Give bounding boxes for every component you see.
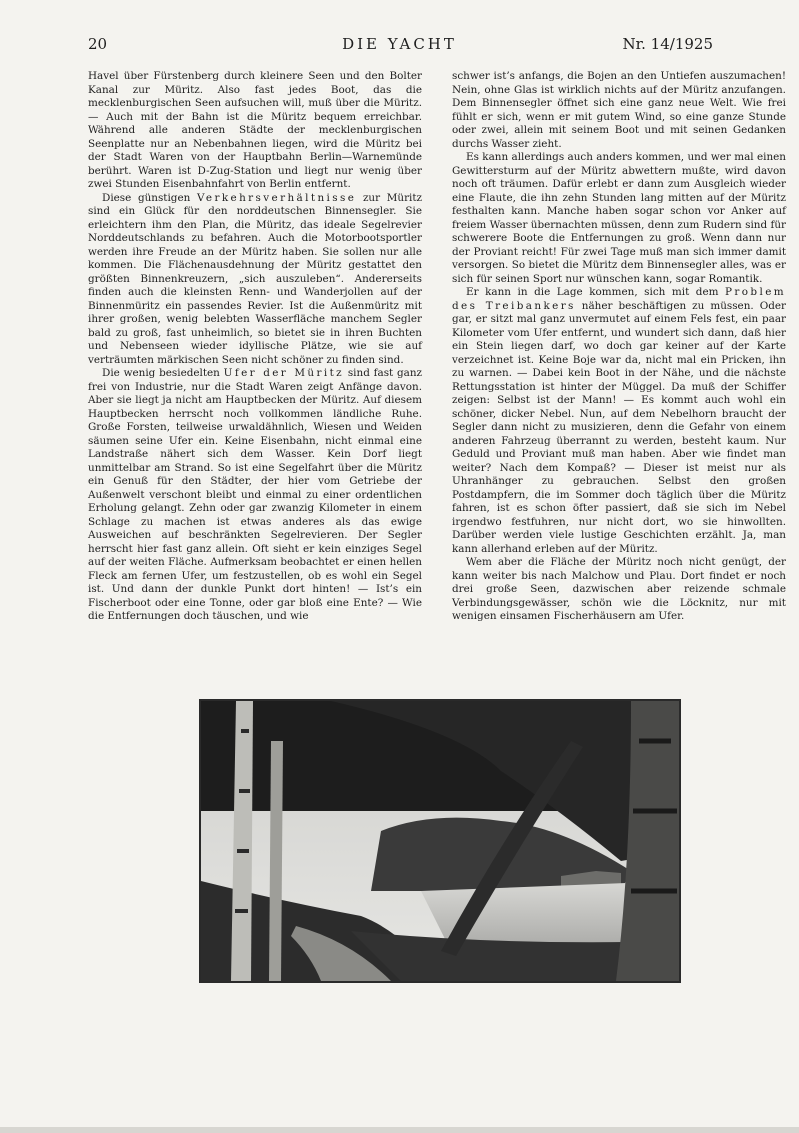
spaced-emphasis: Verkehrsverhältnisse bbox=[196, 191, 357, 204]
right-text-column bbox=[452, 70, 786, 624]
paragraph: Es kann allerdings auch anders kommen, und wer mal einen Gewittersturm auf der Müritz abwettern mußte, wird davon noch oft träumen. Dafür erlebt er dann zum Ausgleich wieder eine Flaute, die ihn zehn Stunden lang mitten auf der Müritz festhalten kann. Manche haben sogar schon vor Anker auf freiem Wasser übernachten müssen, denn zum Rudern sind für schwerere Boote die Entfernungen zu groß. Wenn dann nur der Proviant reicht! Für zwei Tage muß man sich immer damit versorgen. So bietet die Müritz dem Binnensegler alles, was er sich für seinen Sport nur wünschen kann, sogar Romantik. bbox=[452, 151, 786, 285]
scan-edge bbox=[0, 1127, 799, 1133]
spaced-emphasis: Ufer der Müritz bbox=[223, 367, 345, 379]
paragraph: schwer ist’s anfangs, die Bojen an den Untiefen auszumachen! Nein, ohne Glas ist wirklich nichts auf der Müritz anzufangen. Dem Binnensegler öffnet sich eine ganz neue Welt. Wie frei fühlt er sich, wenn er mit gutem Wind, so eine ganze Stunde oder zwei, allein mit seinem Boot und mit seinen Gedanken durchs Wasser zieht. bbox=[452, 70, 786, 150]
paragraph: Diese günstigen Verkehrsverhältnisse zur Müritz sind ein Glück für den norddeutschen Binnensegler. Sie erleichtern ihm den Plan, die Müritz, das ideale Segelrevier Norddeutschlands zu befahren. Auch die Motorbootsportler werden ihre Freude an der Müritz haben. Sie sollen nur alle kommen. Die Flächenausdehnung der Müritz gestattet den größten Binnenkreuzern, „sich auszuleben“. Andererseits finden auch die kleinsten Renn- und Wanderjollen auf der Binnenmüritz ein passendes Revier. Ist die Außenmüritz mit ihrer großen, wenig belebten Wasserfläche manchem Segler bald zu groß, fast unheimlich, so bietet sie in ihren Buchten und Nebenseen wieder idyllische Plätze, wie sie auf verträumten märkischen Seen nicht schöner zu finden sind. bbox=[88, 191, 423, 366]
lakeshore-photograph bbox=[199, 699, 681, 983]
left-text-column bbox=[88, 70, 422, 624]
page-number: 20 bbox=[88, 35, 108, 53]
issue-number: Nr. 14/1925 bbox=[622, 35, 713, 53]
paragraph: Die wenig besiedelten Ufer der Müritz sind fast ganz frei von Industrie, nur die Stadt Waren zeigt Anfänge davon. Aber sie liegt ja nicht am Hauptbecken der Müritz. Auf diesem Hauptbecken herrscht noch vollkommen ländliche Ruhe. Große Forsten, teilweise urwaldähnlich, Wiesen und Weiden säumen seine Ufer ein. Keine Eisenbahn, nicht einmal eine Landstraße nähert sich dem Wasser. Kein Dorf liegt unmittelbar am Strand. So ist eine Segelfahrt über die Müritz ein Genuß für den Städter, der hier vom Getriebe der Außenwelt verschont bleibt und einmal zu einer ordentlichen Erholung gelangt. Zehn oder gar zwanzig Kilometer in einem Schlage zu machen ist etwas anderes als das ewige Ausweichen auf beschränkten Segelrevieren. Der Segler herrscht hier fast ganz allein. Oft sieht er kein einziges Segel auf der weiten Fläche. Aufmerksam beobachtet er einen hellen Fleck am fernen Ufer, um festzustellen, ob es wohl ein Segel ist. Und dann der dunkle Punkt dort hinten! — Ist’s ein Fischerboot oder eine Tonne, oder gar bloß eine Ente? — Wie die Entfernungen doch täuschen, und wie bbox=[88, 367, 423, 622]
photo-image bbox=[201, 701, 679, 981]
paragraph: Er kann in die Lage kommen, sich mit dem Problem des Treibankers näher beschäftigen zu müssen. Oder gar, er sitzt mal ganz unvermutet auf einem Fels fest, ein paar Kilometer vom Ufer entfernt, und wundert sich dann, daß hier ein Stein liegen darf, wo doch gar keiner auf der Karte verzeichnet ist. Keine Boje war da, nicht mal ein Pricken, ihn zu warnen. — Dabei kein Boot in der Nähe, und die nächste Rettungsstation ist hinter der Müggel. Da muß der Schiffer zeigen: Selbst ist der Mann! — Es kommt auch wohl ein schöner, dicker Nebel. Nun, auf dem Nebelhorn braucht der Segler dann nicht zu musizieren, denn die Gefahr von einem anderen Fahrzeug überrannt zu werden, besteht kaum. Nur Geduld und Proviant muß man haben. Aber wie findet man weiter? Nach dem Kompaß? — Dieser ist meist nur als Uhranhänger zu gebrauchen. Selbst den großen Postdampfern, die im Sommer doch täglich über die Müritz fahren, ist es schon öfter passiert, daß sie sich im Nebel irgendwo festfuhren, nur nicht dort, wo sie hinwollten. Darüber werden viele lustige Geschichten erzählt. Ja, man kann allerhand erleben auf der Müritz. bbox=[452, 286, 786, 555]
paragraph: Havel über Fürstenberg durch kleinere Seen und den Bolter Kanal zur Müritz. Also fast jedes Boot, das die mecklenburgischen Seen aufsuchen will, muß über die Müritz. — Auch mit der Bahn ist die Müritz bequem erreichbar. Während alle anderen Städte der mecklenburgischen Seenplatte nur an Nebenbahnen liegen, wird die Müritz bei der Stadt Waren von der Hauptbahn Berlin—Warnemünde berührt. Waren ist D-Zug-Station und liegt nur wenig über zwei Stunden Eisenbahnfahrt von Berlin entfernt. bbox=[88, 70, 422, 190]
paragraph: Wem aber die Fläche der Müritz noch nicht genügt, der kann weiter bis nach Malchow und Plau. Dort findet er noch drei große Seen, dazwischen aber reizende schmale Verbindungsgewässer, schön wie die Löcknitz, nur mit wenigen einsamen Fischerhäusern am Ufer. bbox=[452, 556, 786, 622]
journal-title: DIE YACHT bbox=[342, 35, 457, 53]
spaced-emphasis: Problem des Treibankers bbox=[452, 286, 786, 312]
